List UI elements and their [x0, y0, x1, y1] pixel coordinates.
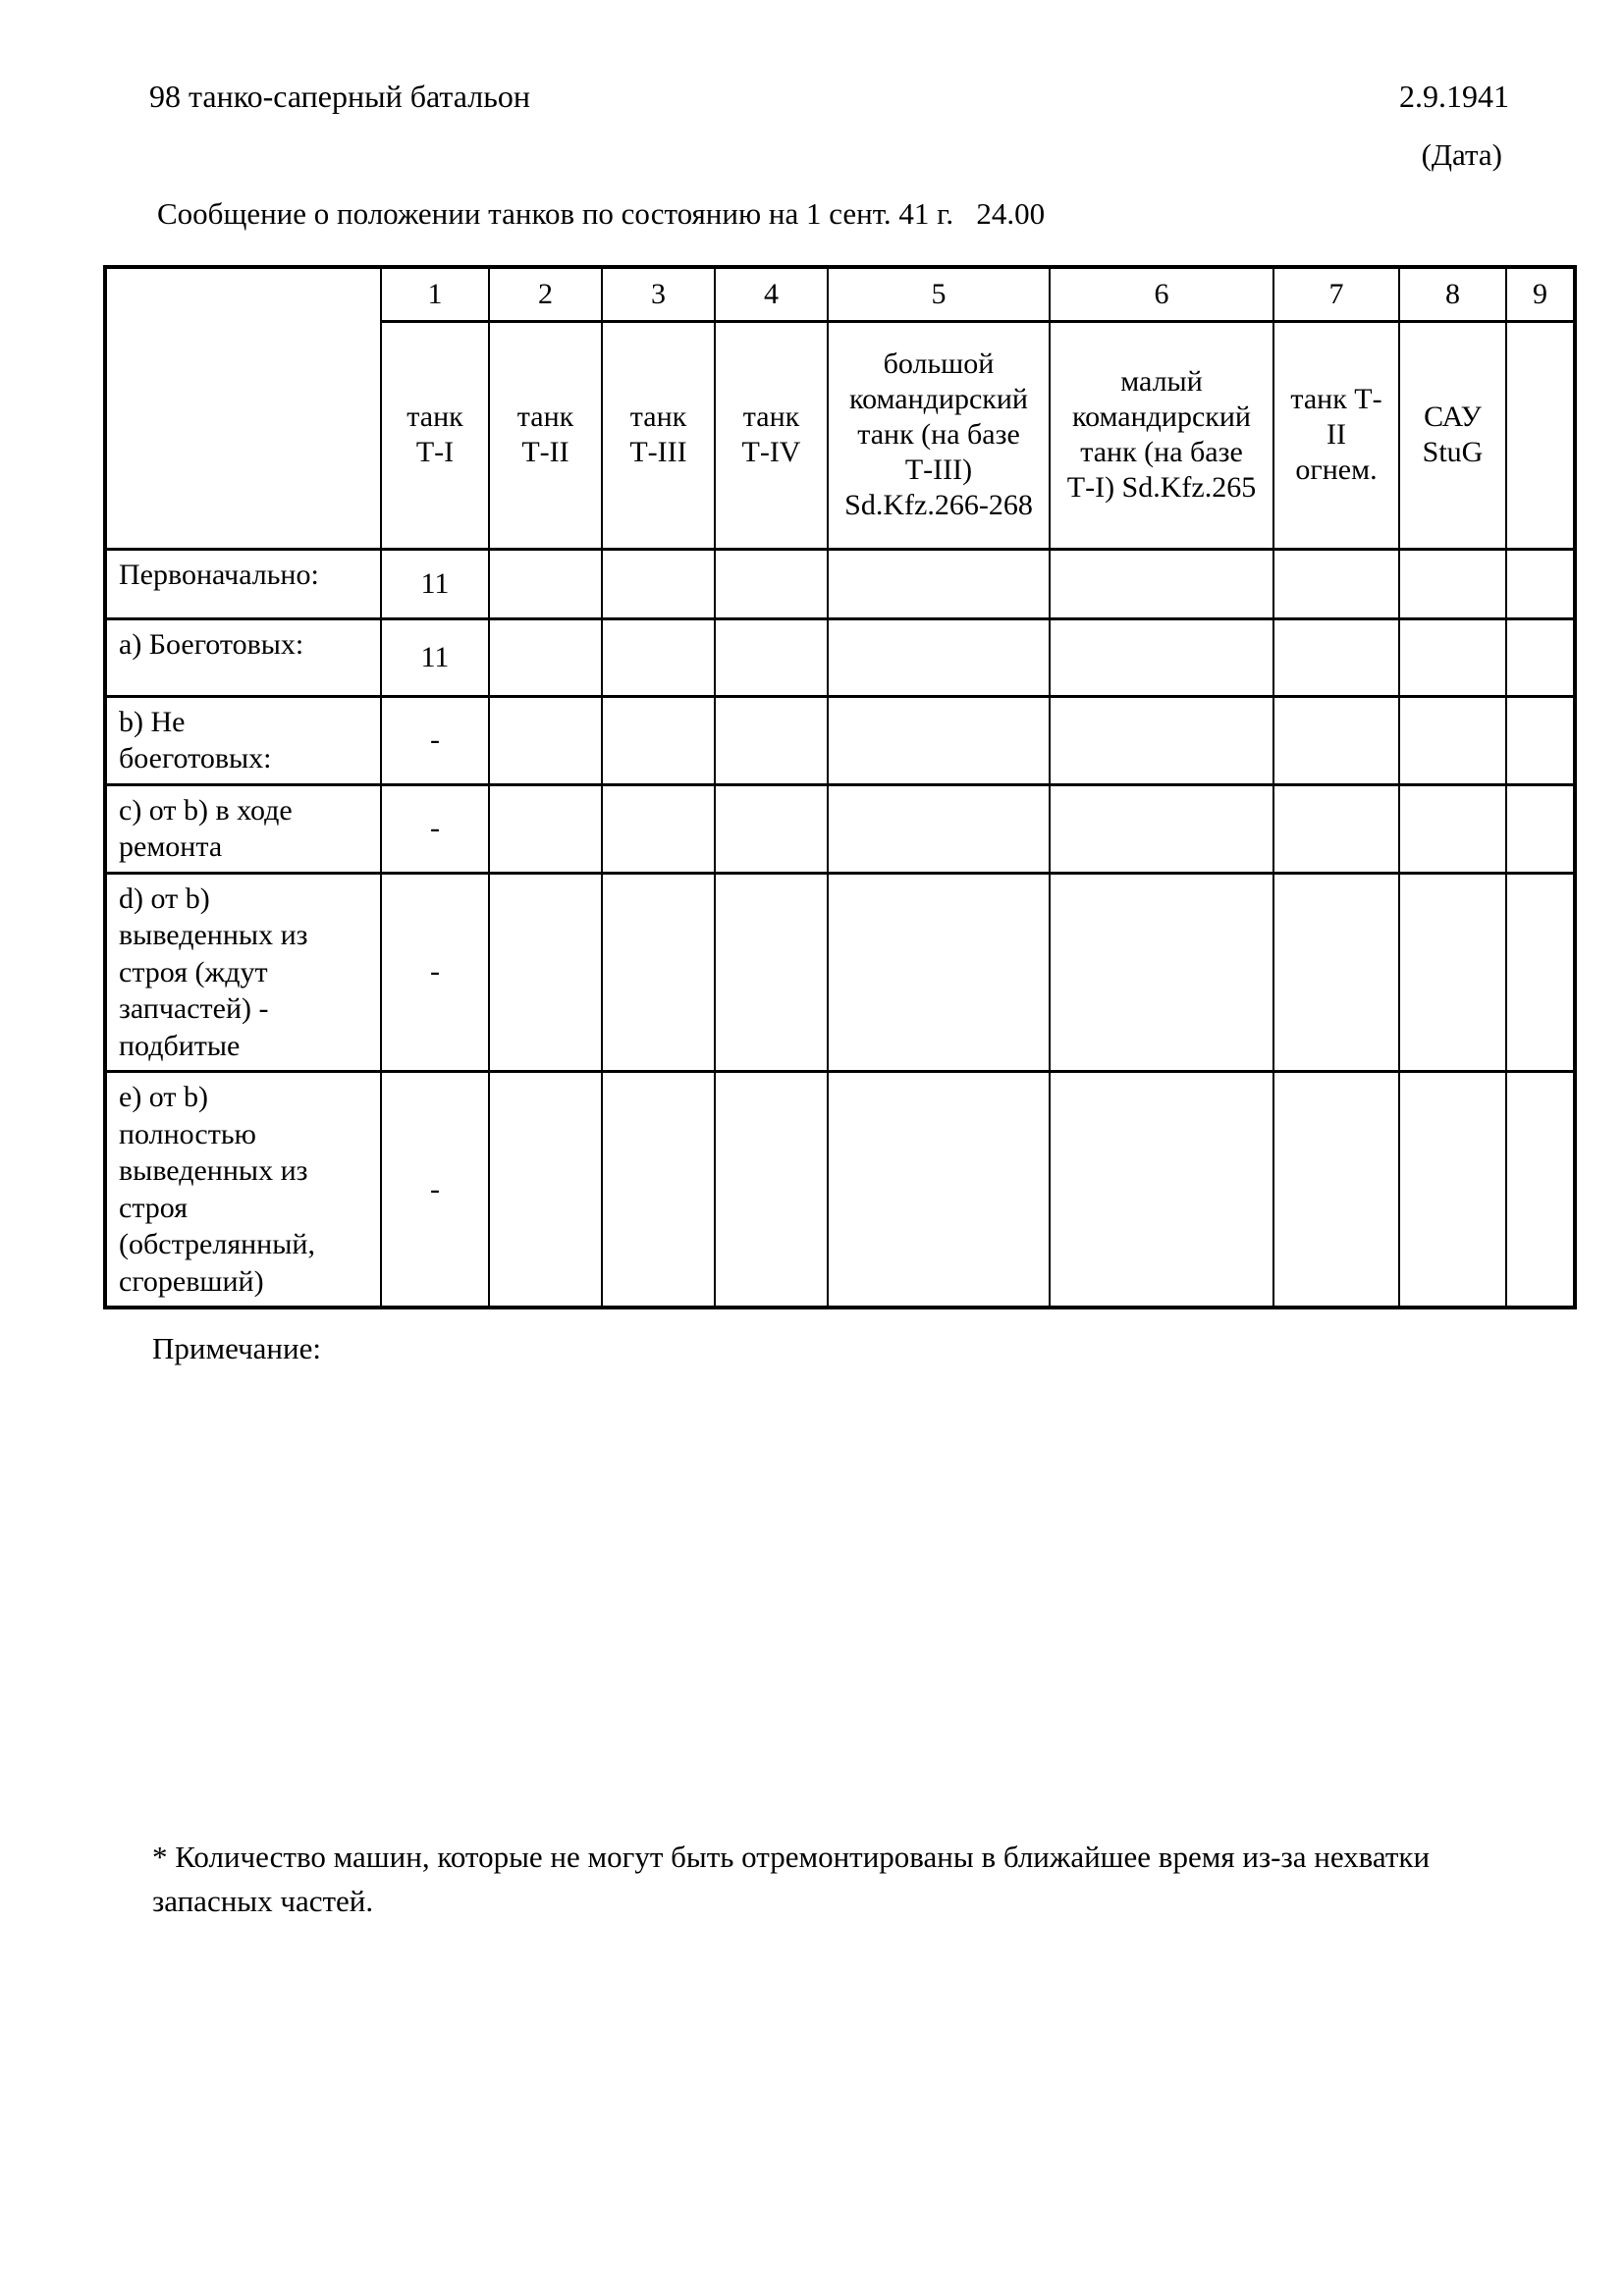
date-label: (Дата)	[1421, 137, 1502, 172]
cell-value	[1273, 549, 1399, 618]
table-row-awaiting-parts	[105, 873, 1575, 1072]
column-header-empty	[1506, 321, 1575, 549]
row-label: a) Боеготовых:	[105, 618, 381, 696]
cell-value	[1399, 1072, 1506, 1308]
cell-value	[602, 784, 715, 873]
cell-value	[828, 618, 1050, 696]
row-label: d) от b) выведенных из строя (ждут запчастей) - подбитые	[105, 873, 381, 1072]
table-row-combat-ready	[105, 618, 1575, 696]
unit-title: 98 танко-саперный батальон	[149, 79, 530, 114]
cell-value	[1050, 618, 1273, 696]
cell-value	[1506, 696, 1575, 784]
corner-cell	[105, 267, 381, 549]
cell-value	[602, 873, 715, 1072]
cell-value	[828, 1072, 1050, 1308]
column-number-1: 1	[381, 267, 489, 321]
cell-value	[715, 549, 828, 618]
cell-value	[489, 618, 602, 696]
cell-value	[1050, 1072, 1273, 1308]
column-header-tank-t1: танк Т-I	[381, 321, 489, 549]
cell-value	[1399, 873, 1506, 1072]
column-number-3: 3	[602, 267, 715, 321]
cell-value	[1506, 873, 1575, 1072]
column-header-small-command-tank: малый командирский танк (на базе Т-I) Sd.Kfz.265	[1050, 321, 1273, 549]
cell-value	[715, 696, 828, 784]
cell-value	[1506, 618, 1575, 696]
cell-value	[1273, 1072, 1399, 1308]
cell-value	[602, 696, 715, 784]
cell-value	[602, 618, 715, 696]
table-row-in-repair	[105, 784, 1575, 873]
column-number-8: 8	[1399, 267, 1506, 321]
cell-value	[828, 873, 1050, 1072]
cell-value	[602, 549, 715, 618]
cell-value: -	[381, 1072, 489, 1308]
column-header-tank-t3: танк Т-III	[602, 321, 715, 549]
column-header-flame-tank: танк Т-II огнем.	[1273, 321, 1399, 549]
column-number-4: 4	[715, 267, 828, 321]
row-label: e) от b) полностью выведенных из строя (обстрелянный, сгоревший)	[105, 1072, 381, 1308]
cell-value	[715, 873, 828, 1072]
footnote: * Количество машин, которые не могут быть отремонтированы в ближайшее время из-за нехватки запасных частей.	[152, 1840, 1431, 1918]
cell-value	[1506, 784, 1575, 873]
column-header-big-command-tank: большой командирский танк (на базе Т-III) Sd.Kfz.266-268	[828, 321, 1050, 549]
cell-value	[1273, 873, 1399, 1072]
cell-value	[715, 784, 828, 873]
column-number-2: 2	[489, 267, 602, 321]
column-number-6: 6	[1050, 267, 1273, 321]
cell-value	[489, 549, 602, 618]
row-label: b) Не боеготовых:	[105, 696, 381, 784]
row-label: c) от b) в ходе ремонта	[105, 784, 381, 873]
note-label: Примечание:	[152, 1331, 321, 1365]
column-number-5: 5	[828, 267, 1050, 321]
cell-value	[828, 696, 1050, 784]
column-header-stug: САУ StuG	[1399, 321, 1506, 549]
cell-value	[828, 549, 1050, 618]
cell-value	[1273, 696, 1399, 784]
cell-value	[489, 1072, 602, 1308]
cell-value	[1050, 696, 1273, 784]
cell-value: -	[381, 696, 489, 784]
cell-value	[489, 696, 602, 784]
row-label: Первоначально:	[105, 549, 381, 618]
cell-value	[1273, 618, 1399, 696]
cell-value	[1050, 873, 1273, 1072]
cell-value	[1506, 1072, 1575, 1308]
cell-value	[489, 873, 602, 1072]
cell-value	[602, 1072, 715, 1308]
report-subtitle: Сообщение о положении танков по состоянию на 1 сент. 41 г. 24.00	[157, 196, 1046, 231]
column-number-9: 9	[1506, 267, 1575, 321]
cell-value	[1050, 549, 1273, 618]
column-header-tank-t2: танк Т-II	[489, 321, 602, 549]
cell-value	[489, 784, 602, 873]
cell-value	[715, 618, 828, 696]
cell-value	[1399, 618, 1506, 696]
table-row-total-loss	[105, 1072, 1575, 1308]
cell-value	[1399, 784, 1506, 873]
tank-status-table	[103, 265, 1577, 1309]
column-header-tank-t4: танк Т-IV	[715, 321, 828, 549]
column-number-7: 7	[1273, 267, 1399, 321]
cell-value: -	[381, 784, 489, 873]
cell-value: 11	[381, 549, 489, 618]
cell-value	[1050, 784, 1273, 873]
cell-value: -	[381, 873, 489, 1072]
cell-value	[828, 784, 1050, 873]
cell-value	[1399, 696, 1506, 784]
cell-value: 11	[381, 618, 489, 696]
cell-value	[715, 1072, 828, 1308]
cell-value	[1506, 549, 1575, 618]
report-date: 2.9.1941	[1399, 79, 1509, 114]
cell-value	[1273, 784, 1399, 873]
table-row-initial	[105, 549, 1575, 618]
cell-value	[1399, 549, 1506, 618]
table-row-not-ready	[105, 696, 1575, 784]
column-number-row	[105, 267, 1575, 321]
